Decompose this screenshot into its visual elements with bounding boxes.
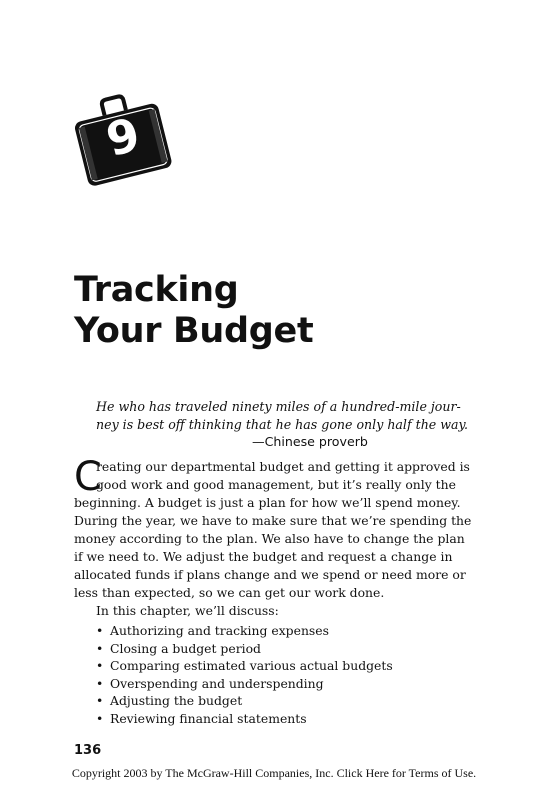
bullet-icon: •: [96, 710, 104, 726]
body-text: [74, 454, 474, 620]
bullet-list: [96, 622, 393, 728]
bullet-icon: •: [96, 640, 104, 656]
body-line: good work and good management, but it’s really only the: [96, 477, 456, 492]
copyright-footer[interactable]: Copyright 2003 by The McGraw-Hill Companies, Inc. Click Here for Terms of Use.: [71, 766, 477, 780]
body-line: allocated funds if plans change and we spend or need more or: [74, 567, 466, 582]
epigraph: [96, 398, 466, 434]
body-line: beginning. A budget is just a plan for how we’ll spend money.: [74, 495, 461, 510]
page-number: 136: [74, 743, 102, 758]
list-item: • Authorizing and tracking expenses: [96, 623, 329, 638]
epigraph-attribution: —Chinese proverb: [252, 434, 368, 449]
body-line: reating our departmental budget and getting it approved is: [96, 459, 470, 474]
body-line: In this chapter, we’ll discuss:: [96, 603, 279, 618]
body-line: less than expected, so we can get our work done.: [74, 585, 385, 600]
body-line: if we need to. We adjust the budget and request a change in: [74, 549, 453, 564]
list-item: • Adjusting the budget: [96, 693, 243, 709]
drop-cap: C: [74, 454, 102, 500]
chapter-title: [74, 270, 313, 352]
chapter-badge: [72, 94, 172, 186]
bullet-icon: •: [96, 623, 104, 638]
chapter-title-line-1: Tracking: [74, 270, 239, 310]
bullet-icon: •: [96, 658, 104, 674]
chapter-number: 9: [100, 106, 146, 168]
bullet-icon: •: [96, 693, 104, 709]
list-item: • Overspending and underspending: [96, 675, 324, 691]
body-line: money according to the plan. We also have to change the plan: [74, 531, 465, 546]
list-item: • Reviewing financial statements: [96, 710, 307, 726]
list-item: • Closing a budget period: [96, 640, 261, 656]
list-item: • Comparing estimated various actual budgets: [96, 658, 393, 674]
epigraph-line: ney is best off thinking that he has gone only half the way.: [96, 417, 468, 432]
chapter-title-line-2: Your Budget: [74, 311, 314, 351]
bullet-icon: •: [96, 675, 104, 691]
body-line: During the year, we have to make sure that we’re spending the: [74, 513, 472, 528]
epigraph-line: He who has traveled ninety miles of a hundred-mile jour-: [96, 399, 461, 414]
